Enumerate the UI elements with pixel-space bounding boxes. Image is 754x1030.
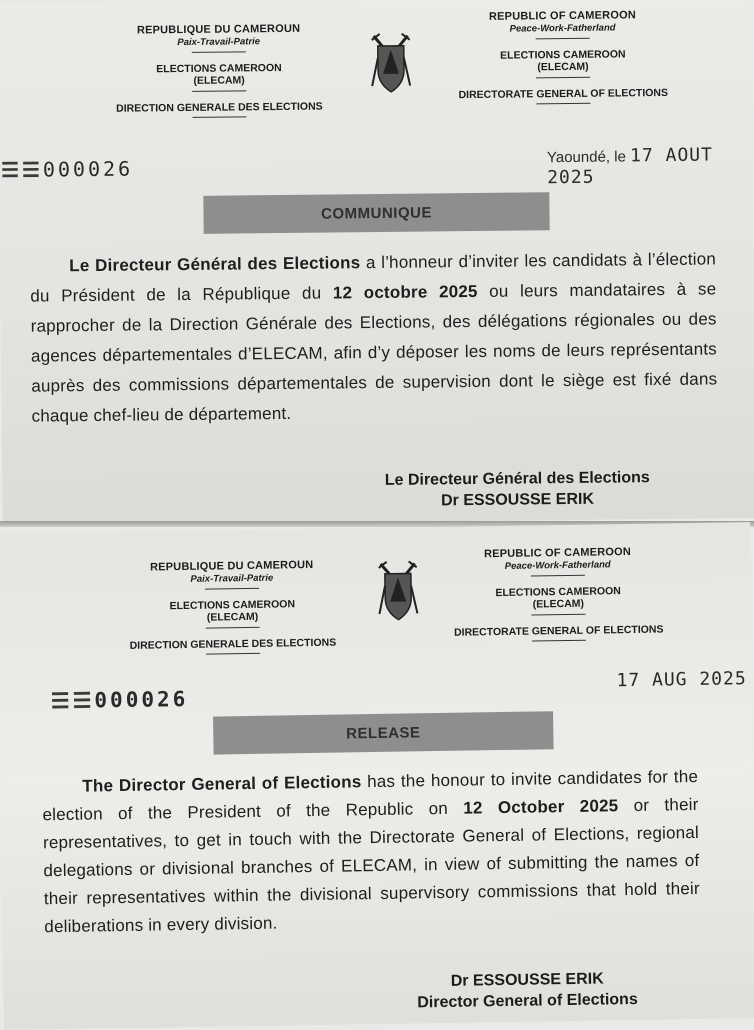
communique-body — [30, 244, 718, 431]
country-name-en: REPUBLIC OF CAMEROON — [483, 545, 632, 561]
body-text: ou leurs mandataires à se rapprocher de la Direction Générale des Elections, des délégations régionales ou des agences départementales d’ELECAM, afin d’y déposer les noms de leurs représentants auprès des commissions départementales de supervision dont le siège est fixé dans chaque chef-lieu de département. — [30, 279, 718, 426]
french-header-block — [94, 22, 345, 119]
signatory-name: Dr ESSOUSSE ERIK — [440, 490, 595, 510]
stamp-mark-icon: ☰☰ — [0, 157, 44, 182]
motto-fr: Paix-Travail-Patrie — [177, 36, 261, 49]
header-divider — [536, 103, 590, 105]
document-title: COMMUNIQUE — [320, 203, 432, 223]
header-divider — [205, 588, 259, 590]
country-name-en: REPUBLIC OF CAMEROON — [488, 9, 637, 23]
country-name-fr: REPUBLIQUE DU CAMEROUN — [136, 22, 301, 37]
document-title: RELEASE — [346, 723, 421, 742]
reference-digits: 000026 — [94, 686, 189, 713]
signature-block-fr — [372, 467, 662, 512]
signature-block-en — [407, 968, 648, 1014]
motto-en: Peace-Work-Fatherland — [509, 22, 616, 35]
org-name-line1: ELECTIONS CAMEROON — [495, 585, 621, 600]
directorate-en: DIRECTORATE GENERAL OF ELECTIONS — [453, 623, 664, 639]
org-name-line2: (ELECAM) — [206, 610, 259, 624]
reference-number — [51, 687, 189, 713]
reference-number — [1, 157, 133, 182]
body-emphasis: The Director General of Elections — [82, 772, 362, 796]
directorate-fr: DIRECTION GENERALE DES ELECTIONS — [116, 100, 323, 115]
body-emphasis: 12 October 2025 — [463, 796, 619, 818]
org-name-line2: (ELECAM) — [537, 60, 589, 74]
org-name-line1: ELECTIONS CAMEROON — [169, 598, 296, 613]
org-name-fr — [94, 61, 344, 88]
header-divider — [531, 614, 585, 616]
org-name-line1: ELECTIONS CAMEROON — [156, 61, 282, 76]
stamp-mark-icon: ☰☰ — [50, 688, 95, 714]
org-name-line2: (ELECAM) — [532, 597, 585, 611]
org-name-en — [438, 48, 688, 75]
date-line-fr — [547, 144, 753, 188]
signatory-title: Director General of Elections — [417, 990, 638, 1012]
org-name-en — [433, 584, 683, 612]
country-name-fr: REPUBLIQUE DU CAMEROUN — [149, 558, 314, 574]
date-line-en — [616, 668, 747, 691]
body-text: a l’honneur d’inviter les candidats à l’élection du Président de la République du — [30, 249, 717, 306]
coat-of-arms-icon — [368, 30, 415, 94]
release-body — [42, 763, 701, 941]
org-name-line1: ELECTIONS CAMEROON — [500, 48, 626, 62]
header-divider — [206, 627, 260, 629]
date-stamp: 17 AOUT 2025 — [547, 144, 714, 189]
header-divider — [531, 575, 585, 577]
date-place: Yaoundé, le — [546, 148, 626, 167]
english-release-sheet — [0, 522, 754, 1030]
motto-fr: Paix-Travail-Patrie — [190, 572, 274, 585]
release-title-banner — [213, 711, 554, 754]
english-header-block — [437, 9, 688, 106]
body-emphasis: 12 octobre 2025 — [332, 281, 478, 303]
reference-digits: 000026 — [42, 156, 134, 182]
motto-en: Peace-Work-Fatherland — [504, 559, 611, 572]
english-header-block — [432, 545, 683, 643]
org-name-fr — [107, 597, 357, 625]
header-divider — [192, 116, 246, 118]
signatory-name: Dr ESSOUSSE ERIK — [450, 970, 604, 990]
header-divider — [536, 77, 590, 79]
directorate-fr: DIRECTION GENERALE DES ELECTIONS — [129, 636, 337, 652]
body-emphasis: Le Directeur Général des Elections — [69, 253, 361, 276]
directorate-en: DIRECTORATE GENERAL OF ELECTIONS — [458, 86, 669, 102]
signatory-title: Le Directeur Général des Elections — [384, 469, 650, 489]
header-divider — [206, 653, 260, 655]
header-divider — [536, 38, 590, 40]
header-divider — [192, 90, 246, 92]
header-divider — [532, 640, 586, 642]
header-divider — [192, 51, 246, 53]
coat-of-arms-icon — [375, 557, 422, 622]
org-name-line2: (ELECAM) — [193, 74, 245, 87]
body-text: has the honour to invite candidates for the election of the President of the Republic on — [42, 766, 699, 825]
communique-title-banner — [203, 192, 549, 234]
date-stamp: 17 AUG 2025 — [616, 668, 747, 692]
body-text: or their representatives, to get in touch with the Directorate General of Elections, regional delegations or divisional branches of ELECAM, in view of submitting the names of their representatives within the divisional supervisory commissions that hold their deliberations in every division. — [42, 794, 700, 937]
french-header-block — [107, 558, 358, 656]
